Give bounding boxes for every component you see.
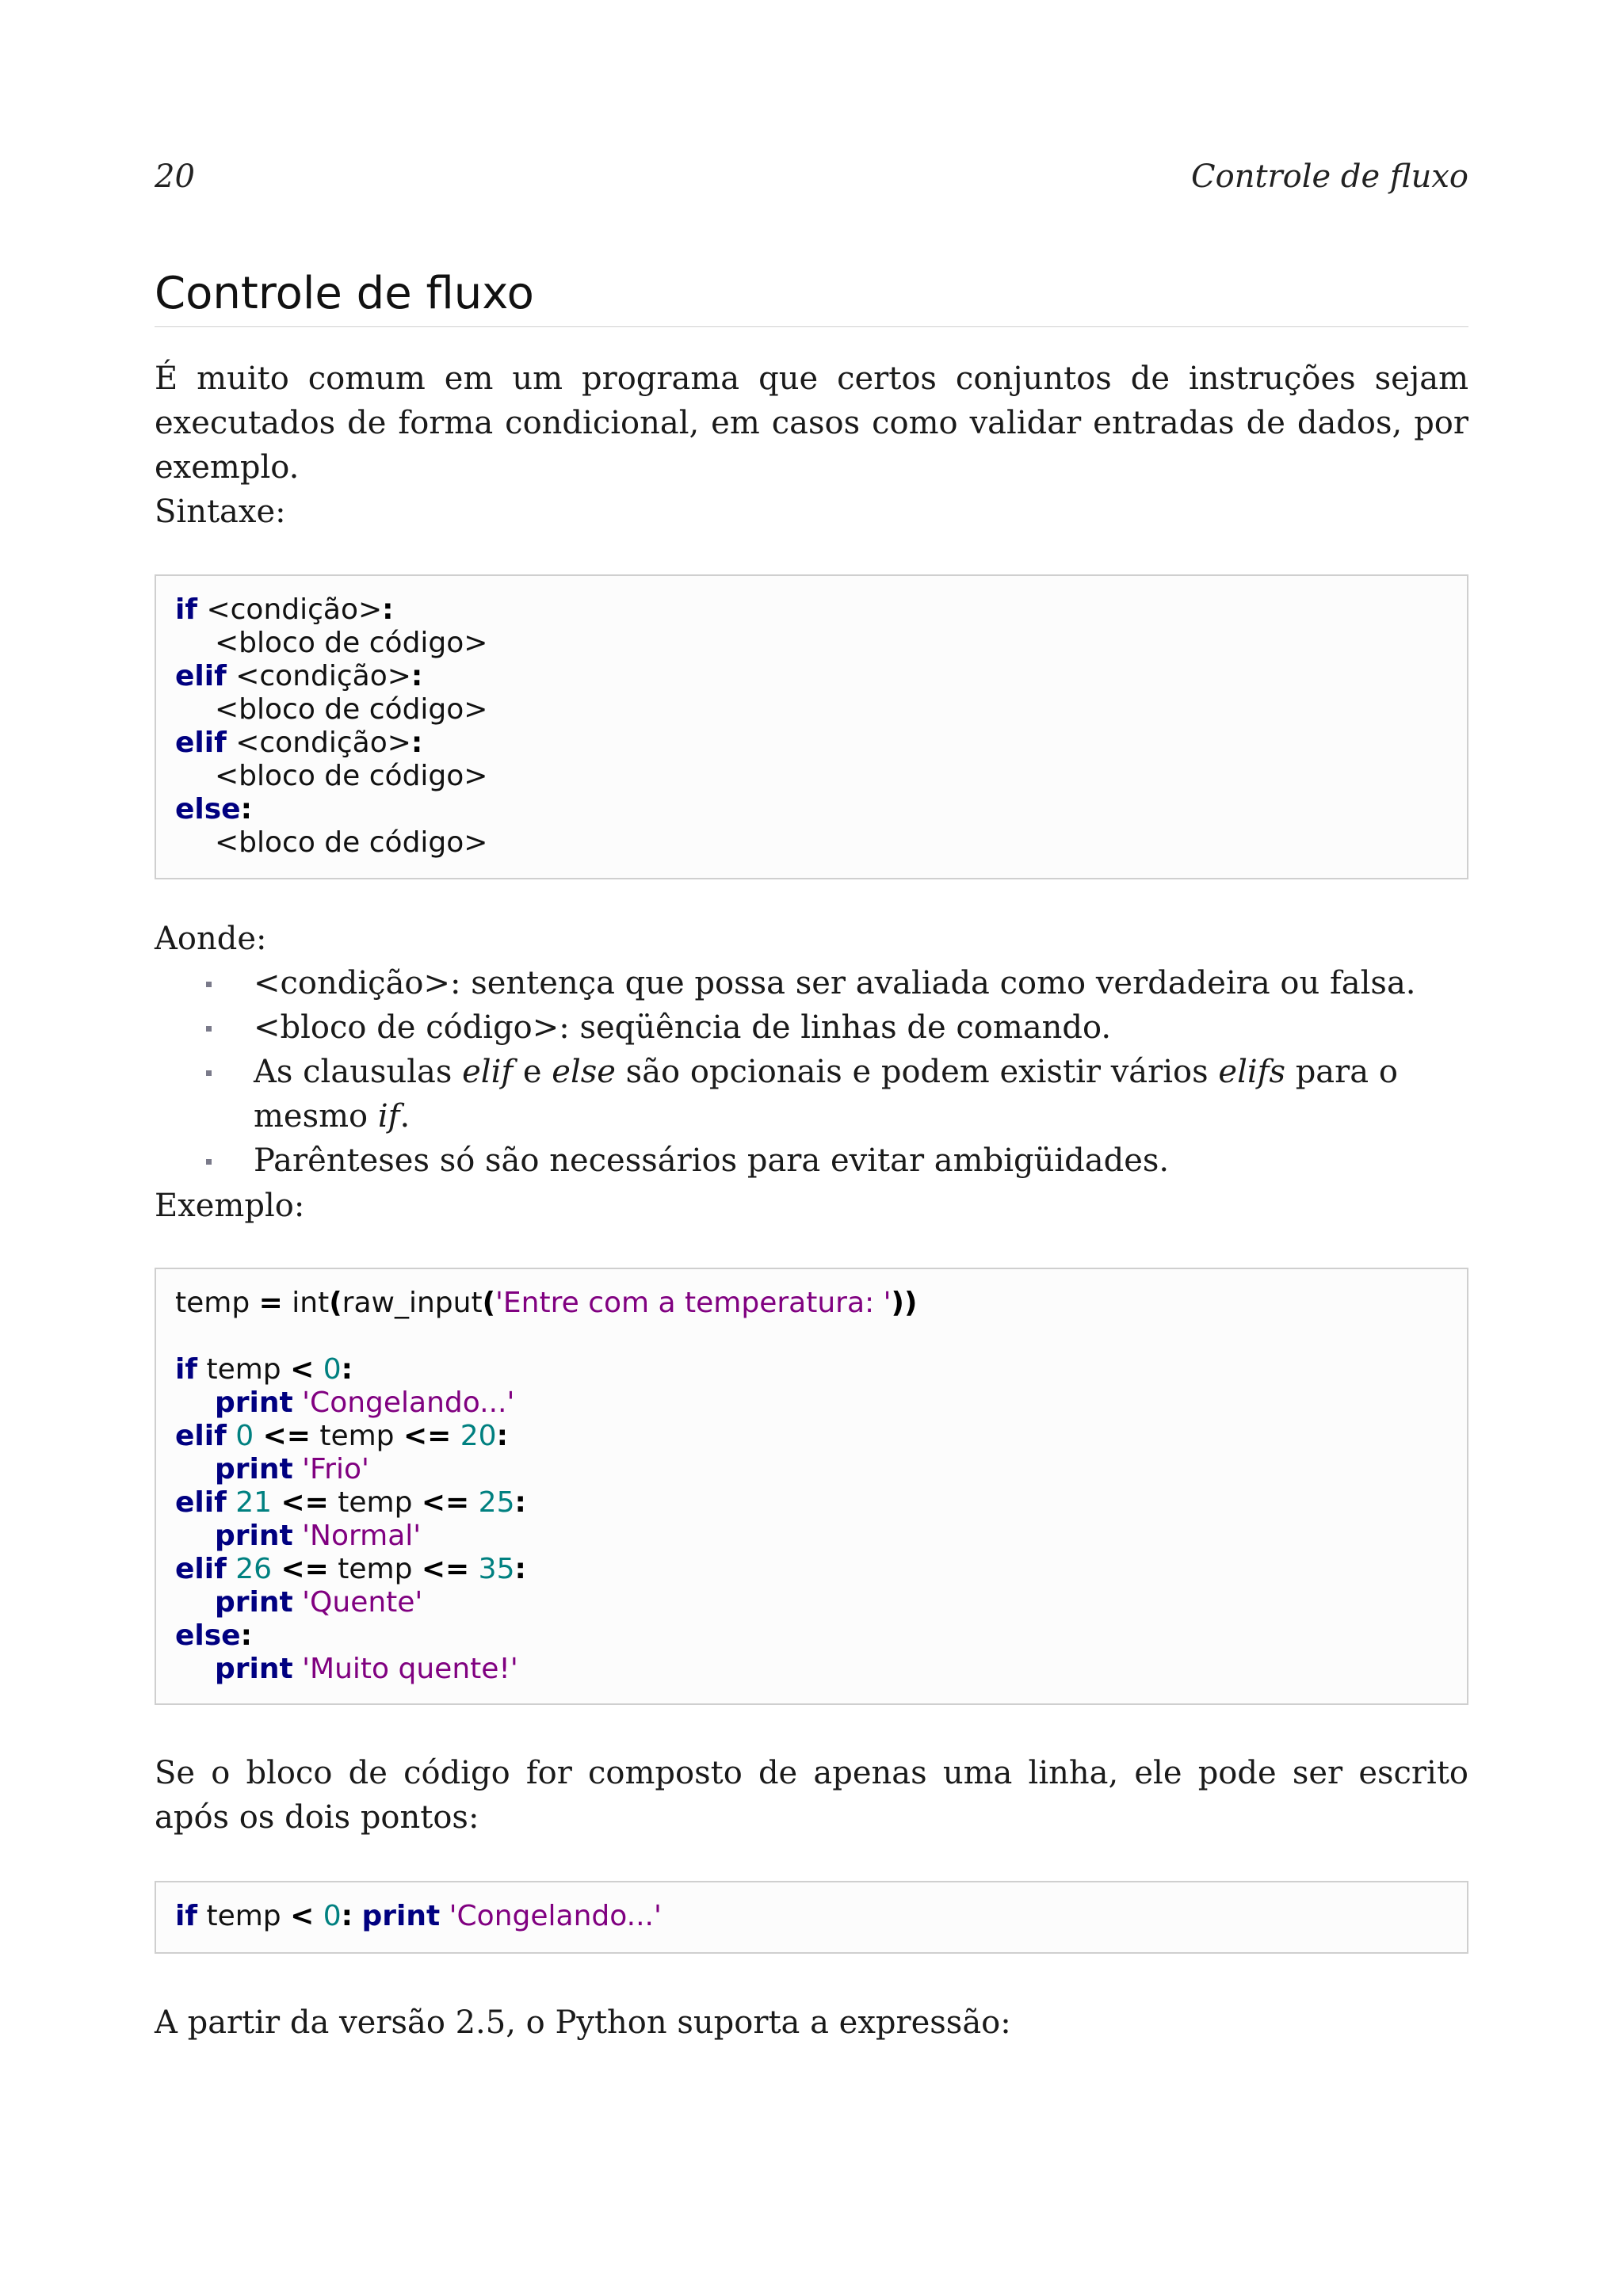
code-line: print 'Muito quente!' xyxy=(215,1653,518,1685)
example-label: Exemplo: xyxy=(155,1188,305,1224)
section-title: Controle de fluxo xyxy=(155,266,1468,327)
page-number: 20 xyxy=(155,158,195,195)
code-line: elif <condição>: xyxy=(175,727,423,759)
list-item: Parênteses só são necessários para evitar ambigüidades. xyxy=(155,1138,1468,1183)
code-line: <bloco de código> xyxy=(215,693,488,726)
code-line: else: xyxy=(175,793,253,826)
running-header xyxy=(155,158,1468,203)
code-line: <bloco de código> xyxy=(215,760,488,792)
code-line: if temp < 0: print 'Congelando...' xyxy=(175,1900,662,1932)
intro-paragraph: É muito comum em um programa que certos conjuntos de instruções sejam executados de forma condicional, em casos como validar entradas de dados, por exemplo. xyxy=(155,360,1468,486)
code-line: else: xyxy=(175,1619,253,1652)
code-line: print 'Frio' xyxy=(215,1453,369,1486)
code-line: print 'Quente' xyxy=(215,1586,423,1619)
code-line: print 'Normal' xyxy=(215,1520,422,1552)
bullet-square-icon xyxy=(206,1159,212,1165)
syntax-label: Sintaxe: xyxy=(155,494,286,530)
where-label: Aonde: xyxy=(155,921,267,957)
bullet-square-icon xyxy=(206,1026,212,1032)
definition-list xyxy=(155,961,1468,1183)
code-line: elif <condição>: xyxy=(175,660,423,692)
bullet-square-icon xyxy=(206,1070,212,1076)
code-line: if <condição>: xyxy=(175,593,394,626)
single-line-paragraph: Se o bloco de código for composto de apenas uma linha, ele pode ser escrito após os dois pontos: xyxy=(155,1755,1468,1836)
bullet-square-icon xyxy=(206,982,212,987)
example-code-block xyxy=(155,1268,1468,1705)
code-line: <bloco de código> xyxy=(215,627,488,659)
running-title: Controle de fluxo xyxy=(1191,158,1468,195)
list-item: <condição>: sentença que possa ser avaliada como verdadeira ou falsa. xyxy=(155,961,1468,1005)
final-paragraph: A partir da versão 2.5, o Python suporta a expressão: xyxy=(155,2004,1011,2041)
list-item: As clausulas elif e else são opcionais e podem existir vários elifs para o mesmo if. xyxy=(155,1050,1468,1138)
code-line: elif 21 <= temp <= 25: xyxy=(175,1486,526,1519)
code-line: elif 0 <= temp <= 20: xyxy=(175,1420,508,1452)
code-line: <bloco de código> xyxy=(215,826,488,859)
code-line-blank xyxy=(175,1320,1448,1353)
single-line-code-block xyxy=(155,1881,1468,1954)
code-line: if temp < 0: xyxy=(175,1353,353,1386)
code-line: temp = int(raw_input('Entre com a temperatura: ')) xyxy=(175,1287,918,1319)
list-item: <bloco de código>: seqüência de linhas de comando. xyxy=(155,1005,1468,1050)
code-line: elif 26 <= temp <= 35: xyxy=(175,1553,526,1585)
syntax-code-block xyxy=(155,574,1468,879)
code-line: print 'Congelando...' xyxy=(215,1386,515,1419)
